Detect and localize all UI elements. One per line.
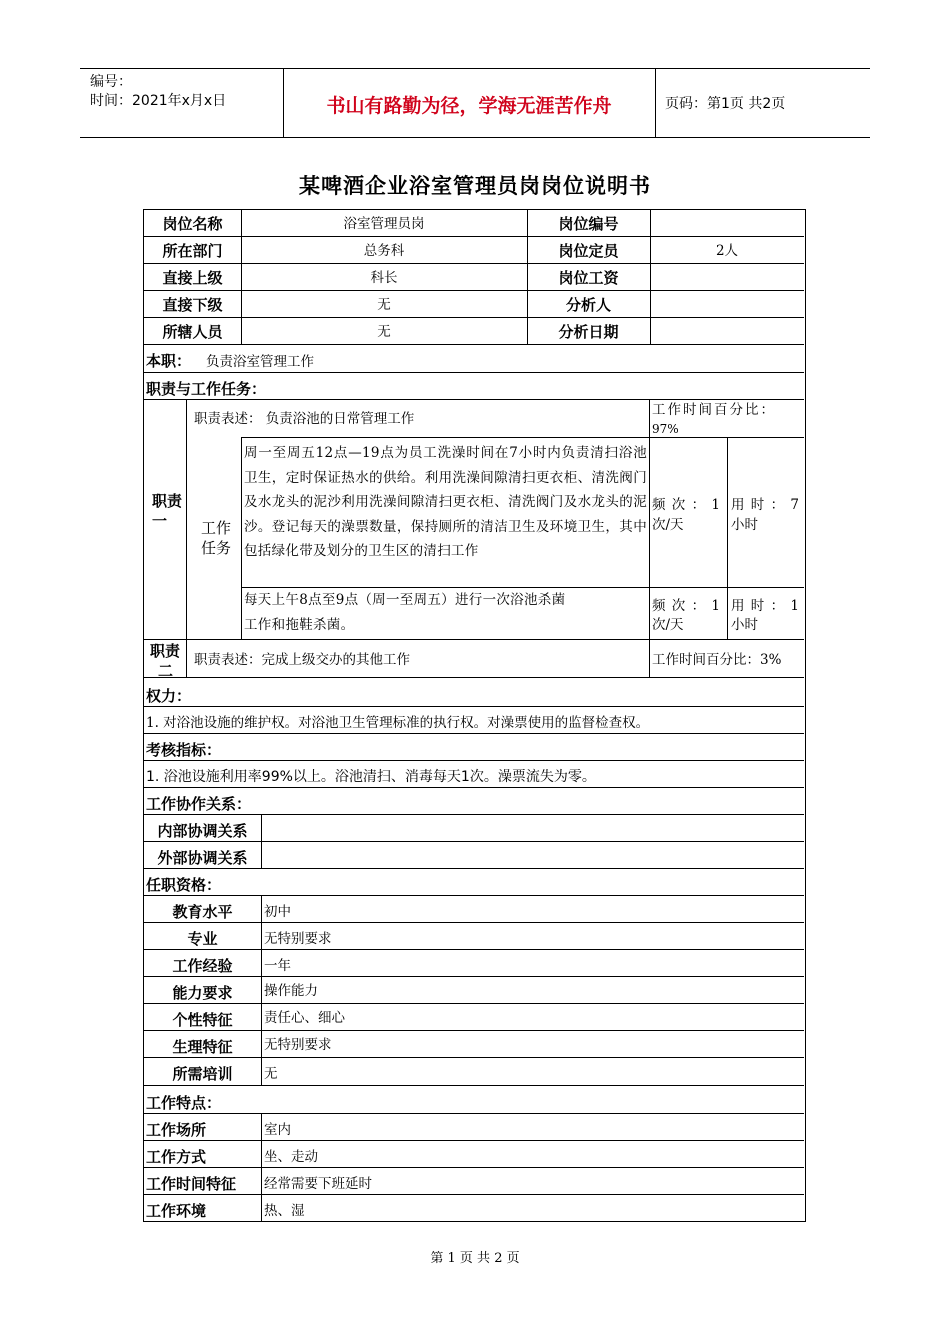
qual-label: 生理特征 (172, 1038, 233, 1056)
qual-value: 操作能力 (264, 983, 318, 999)
task1-duration: 用 时 ： 7 (731, 497, 800, 513)
grid-line (144, 841, 804, 842)
grid-line (727, 437, 728, 639)
features-title: 工作特点： (146, 1094, 222, 1112)
qual-label: 专业 (187, 930, 218, 948)
grid-line (144, 895, 804, 896)
value-position-name: 浴室管理员岗 (343, 216, 425, 232)
duty1-pct-label: 工作时间百分比： (652, 402, 776, 418)
task2-duration: 用 时 ： 1 (731, 598, 800, 614)
code-label: 编号： (90, 74, 132, 90)
feature-value: 室内 (264, 1122, 291, 1138)
page-footer: 第 1 页 共 2 页 (430, 1251, 520, 1266)
grid-line (144, 317, 804, 318)
grid-line (144, 1057, 804, 1058)
coop-title: 工作协作关系： (146, 795, 252, 813)
value-subordinate: 无 (377, 297, 391, 313)
label-position-name: 岗位名称 (162, 215, 223, 233)
grid-line (650, 210, 651, 344)
grid-line (241, 587, 804, 588)
grid-line (144, 733, 804, 734)
duty2-description: 职责表述：完成上级交办的其他工作 (194, 652, 410, 668)
grid-line (144, 868, 804, 869)
task1-frequency-unit: 次/天 (652, 517, 684, 533)
feature-value: 坐、走动 (264, 1149, 318, 1165)
task2-line2: 工作和拖鞋杀菌。 (244, 617, 355, 633)
task1-frequency: 频 次 ： 1 (652, 497, 721, 513)
grid-line (144, 949, 804, 950)
qual-label: 工作经验 (172, 957, 233, 975)
feature-label: 工作场所 (146, 1121, 207, 1139)
value-department: 总务科 (363, 243, 405, 259)
tasks-section-title: 职责与工作任务： (146, 380, 267, 398)
power-title: 权力： (146, 687, 192, 705)
qual-value: 无 (264, 1066, 278, 1082)
grid-line (144, 1167, 804, 1168)
document-title: 某啤酒企业浴室管理员岗岗位说明书 (299, 173, 651, 198)
feature-label: 工作方式 (146, 1148, 207, 1166)
grid-line (649, 399, 650, 639)
label-headcount: 岗位定员 (558, 242, 619, 260)
value-staff: 无 (377, 324, 391, 340)
duty1-pct-value: 97% (652, 422, 679, 436)
label-position-code: 岗位编号 (558, 215, 619, 233)
feature-label: 工作环境 (146, 1202, 207, 1220)
work-tasks-label: 工作任务 (200, 519, 231, 557)
grid-line (144, 1113, 804, 1114)
duty-label: 本职： (146, 352, 192, 370)
page-number-label: 页码：第1页 共2页 (665, 96, 786, 112)
grid-line (144, 922, 804, 923)
value-superior: 科长 (370, 270, 398, 286)
grid-line (186, 399, 187, 639)
kpi-title: 考核指标： (146, 741, 222, 759)
grid-line (144, 236, 804, 237)
grid-line (144, 1194, 804, 1195)
task2-frequency-unit: 次/天 (652, 617, 684, 633)
kpi-item: 1. 浴池设施利用率99%以上。浴池清扫、消毒每天1次。澡票流失为零。 (146, 769, 596, 785)
feature-value: 热、湿 (264, 1203, 305, 1219)
task2-frequency: 频 次 ： 1 (652, 598, 721, 614)
grid-line (144, 1003, 804, 1004)
header-meta (90, 73, 226, 111)
qual-value: 一年 (264, 958, 291, 974)
task1-duration-unit: 小时 (731, 517, 758, 533)
label-superior: 直接上级 (162, 269, 223, 287)
qual-value: 无特别要求 (264, 1037, 332, 1053)
qual-value: 初中 (264, 904, 291, 920)
duty2-label-cont: 二 (158, 662, 174, 676)
label-subordinate: 直接下级 (162, 296, 223, 314)
power-item: 1. 对浴池设施的维护权。对浴池卫生管理标准的执行权。对澡票使用的监督检查权。 (146, 715, 650, 731)
qual-value: 无特别要求 (264, 931, 332, 947)
label-analyst: 分析人 (565, 296, 611, 314)
time-label: 时间：2021年x月x日 (90, 93, 227, 109)
grid-line (144, 1140, 804, 1141)
grid-line (649, 639, 650, 677)
value-headcount: 2人 (715, 243, 739, 259)
task2-duration-unit: 小时 (731, 617, 758, 633)
grid-line (144, 677, 804, 678)
page-header (80, 68, 870, 138)
feature-label: 工作时间特征 (146, 1175, 237, 1193)
label-staff: 所辖人员 (162, 323, 223, 341)
grid-line (144, 760, 804, 761)
label-salary: 岗位工资 (558, 269, 619, 287)
grid-line (144, 639, 804, 640)
grid-line (144, 1030, 804, 1031)
qual-value: 责任心、细心 (264, 1010, 345, 1026)
coop-external-label: 外部协调关系 (157, 849, 248, 867)
duty1-description: 职责表述： 负责浴池的日常管理工作 (194, 411, 415, 427)
duty2-label: 职责 (150, 642, 181, 660)
grid-line (144, 976, 804, 977)
label-department: 所在部门 (162, 242, 223, 260)
header-divider (655, 69, 656, 137)
motto: 书山有路勤为径，学海无涯苦作舟 (326, 95, 612, 117)
grid-line (144, 706, 804, 707)
feature-value: 经常需要下班延时 (264, 1176, 372, 1192)
grid-line (241, 437, 804, 438)
qual-label: 能力要求 (172, 984, 233, 1002)
grid-line (144, 344, 804, 345)
qual-label: 教育水平 (172, 903, 233, 921)
grid-line (144, 372, 804, 373)
duty2-pct: 工作时间百分比：3% (652, 652, 782, 668)
grid-line (144, 263, 804, 264)
duty-value: 负责浴室管理工作 (206, 354, 314, 370)
grid-line (186, 639, 187, 677)
task1-text: 周一至周五12点—19点为员工洗澡时间在7小时内负责清扫浴池卫生，定时保证热水的供给。利用洗澡间隙清扫更衣柜、清洗阀门及水龙头的泥沙利用洗澡间隙清扫更衣柜、清洗阀门及水龙头的泥沙。登记每天的澡票数量，保持厕所的清洁卫生及环境卫生，其中包括绿化带及划分的卫生区的清扫工作 (244, 445, 647, 559)
qual-label: 个性特征 (172, 1011, 233, 1029)
job-description-table (143, 209, 806, 1222)
duty1-label: 职责一 (152, 492, 183, 530)
grid-line (144, 1085, 804, 1086)
quals-title: 任职资格： (146, 876, 222, 894)
grid-line (241, 437, 242, 639)
grid-line (144, 787, 804, 788)
task2-line1: 每天上午8点至9点（周一至周五）进行一次浴池杀菌 (244, 592, 566, 608)
qual-label: 所需培训 (172, 1065, 233, 1083)
grid-line (144, 290, 804, 291)
coop-internal-label: 内部协调关系 (157, 822, 248, 840)
grid-line (144, 814, 804, 815)
label-analysis-date: 分析日期 (558, 323, 619, 341)
